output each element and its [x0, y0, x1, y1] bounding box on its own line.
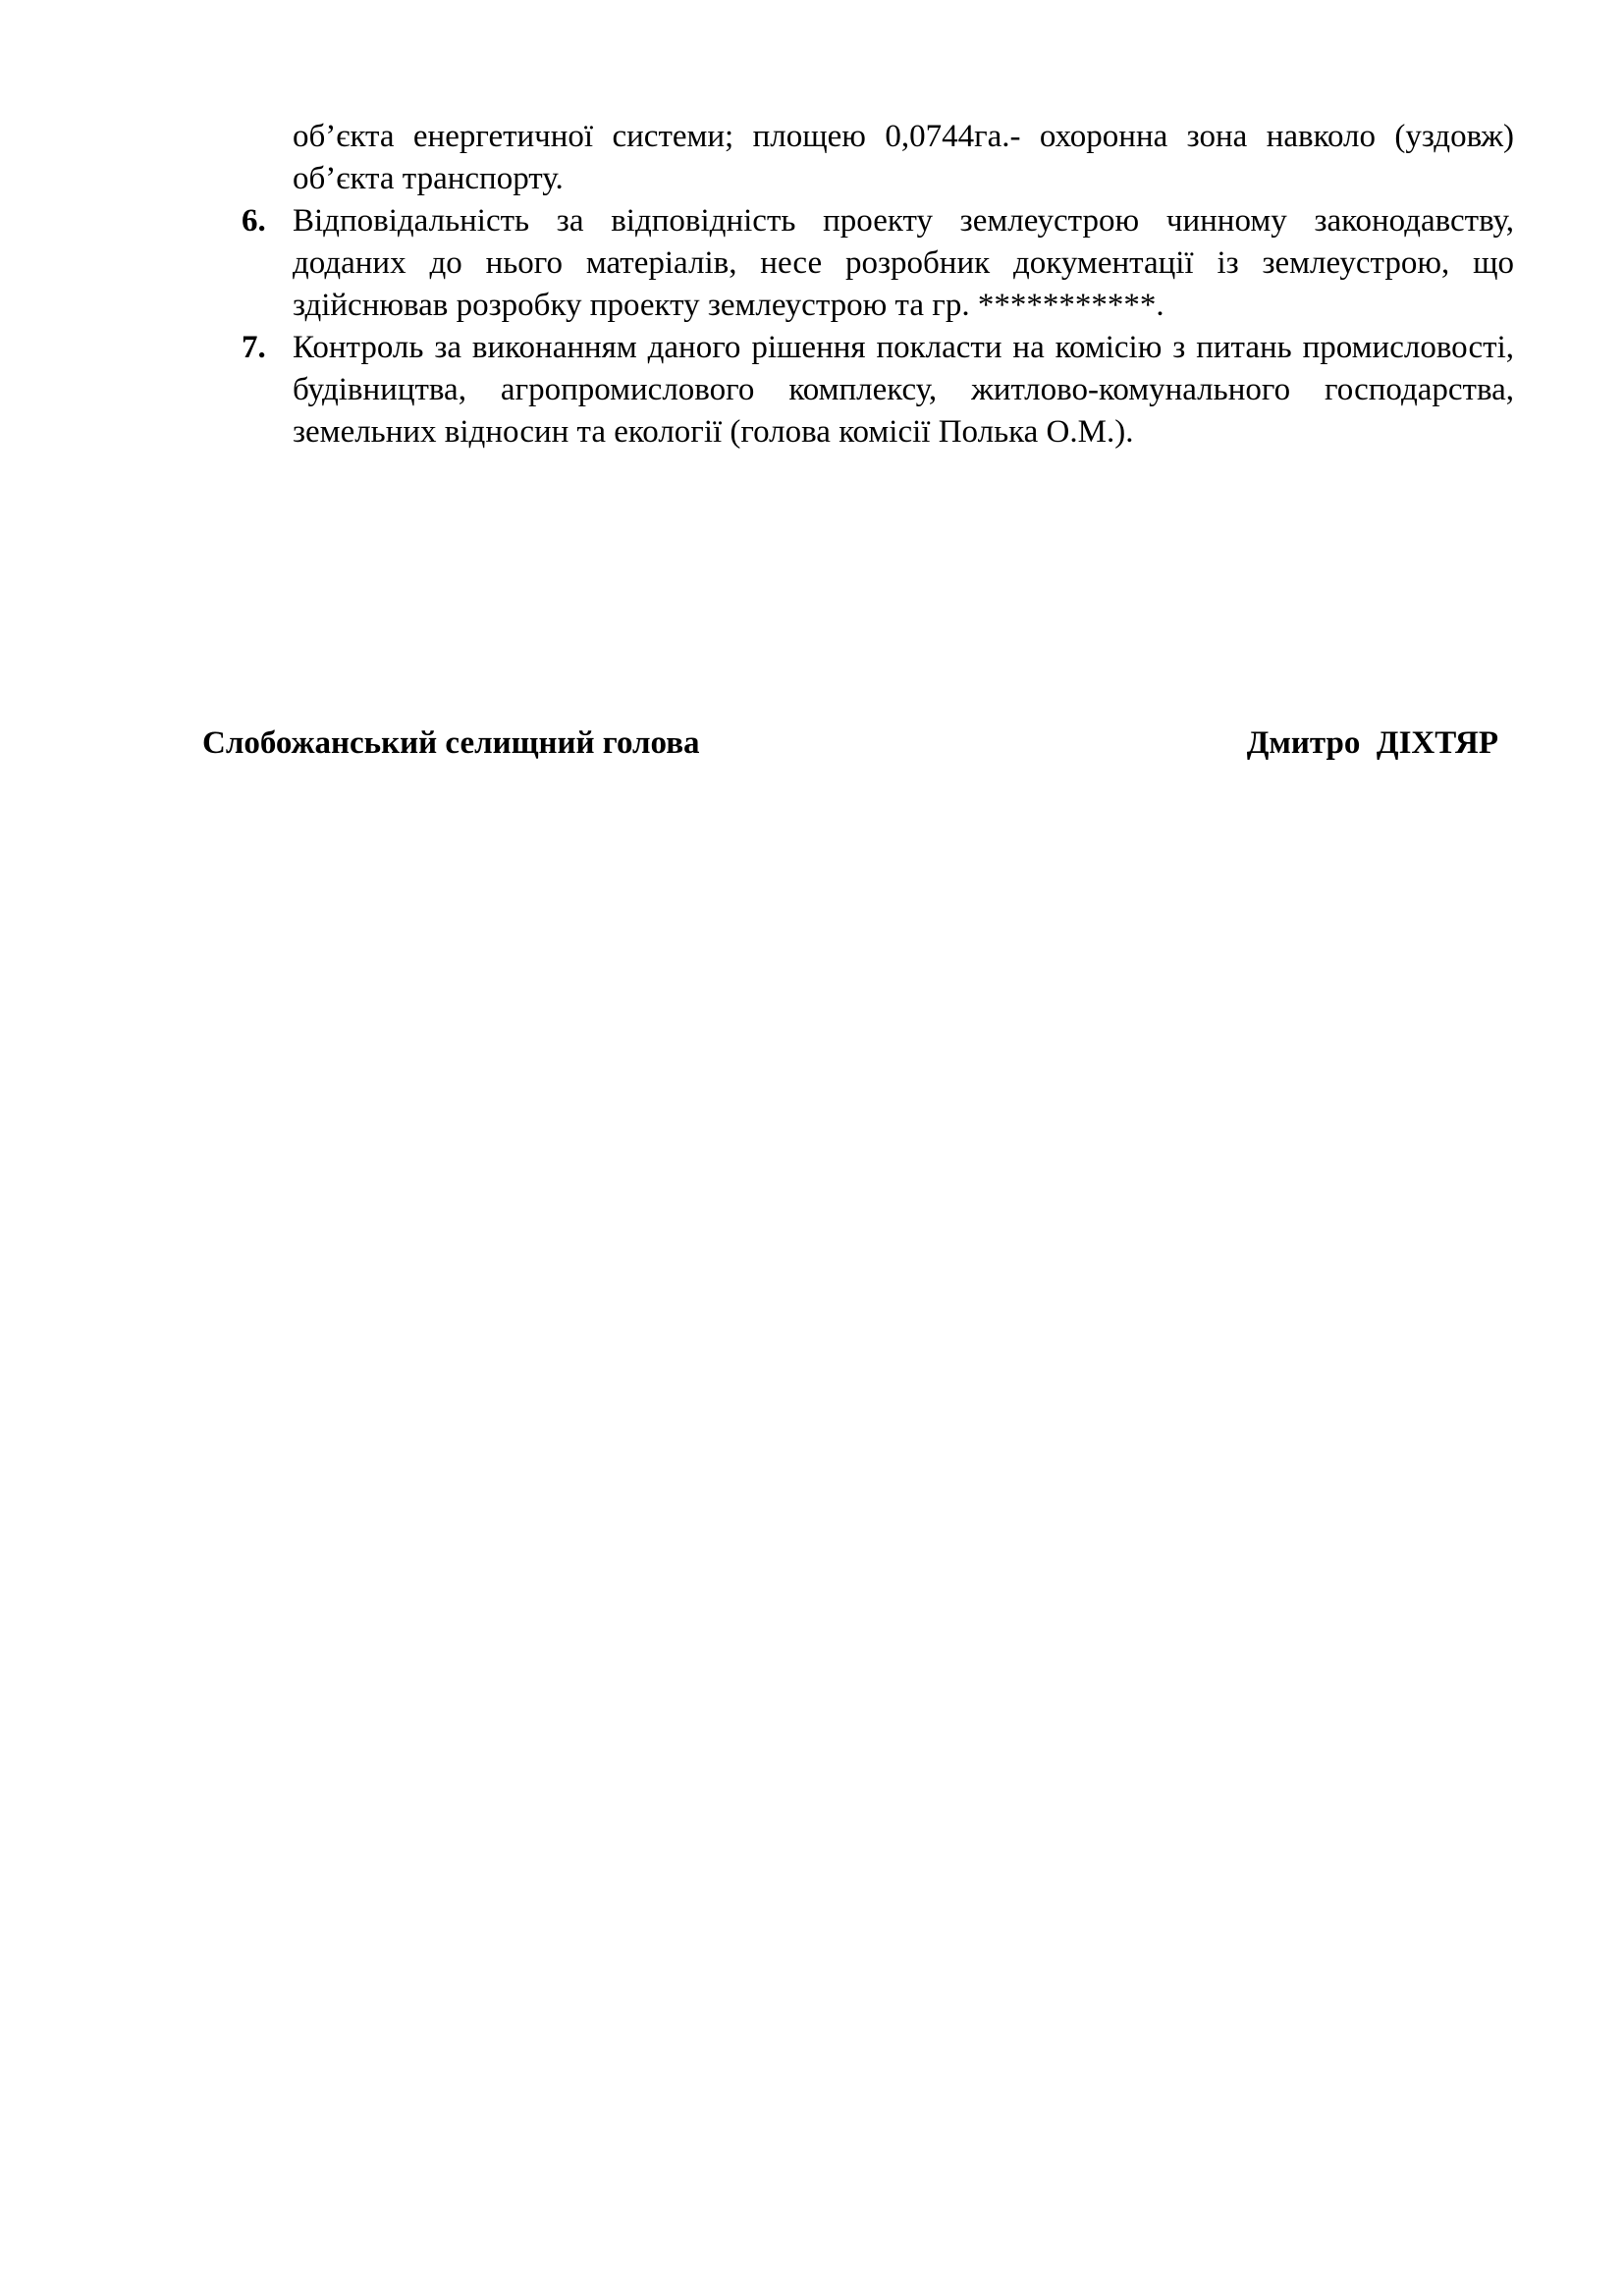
list-item-text: Контроль за виконанням даного рішення покласти на комісію з питань промисловості, будівництва, агропромислового комплексу, житлово-комунального господарства, земельних відносин та екології (голова комісії Полька О.М.). — [293, 330, 1514, 450]
list-item-text: Відповідальність за відповідність проекту землеустрою чинному законодавству, доданих до нього матеріалів, несе розробник документації із землеустрою, що здійснював розробку проекту землеустрою та гр. ***********. — [293, 203, 1514, 323]
list-item-number: 7. — [242, 330, 266, 365]
decision-text-block — [242, 116, 1514, 454]
signatory-title: Слобожанський селищний голова — [202, 725, 700, 761]
list-item-6 — [242, 200, 1514, 327]
list-item-number: 6. — [242, 203, 266, 239]
signature-block — [202, 721, 1498, 766]
list-item-7 — [242, 327, 1514, 454]
continuation-paragraph: об’єкта енергетичної системи; площею 0,0744га.- охоронна зона навколо (уздовж) об’єкта транспорту. — [293, 119, 1514, 196]
signatory-name: Дмитро ДІХТЯР — [1246, 725, 1498, 761]
